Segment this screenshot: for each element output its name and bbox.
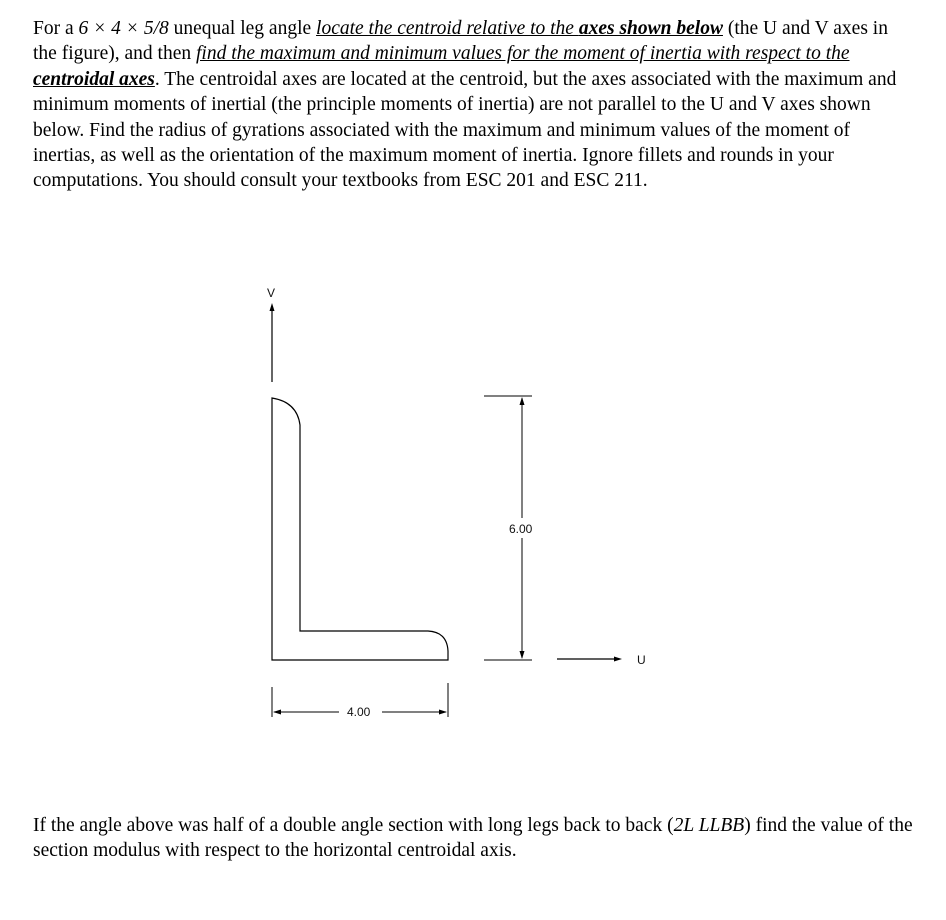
p1-text-3: (the U and V axes in the figure), and then [33, 18, 888, 65]
p2-text-2: ) find the value of the section modulus with respect to the horizontal centroidal axis. [33, 815, 913, 862]
p1-text-1: For a [33, 18, 79, 39]
double-angle-designation: 2L LLBB [673, 815, 745, 836]
width-dimension-value: 4.00 [347, 705, 371, 719]
p1-text-2: unequal leg angle [168, 18, 317, 39]
v-axis-arrowhead [270, 303, 275, 311]
p2-text-1: If the angle above was half of a double angle section with long legs back to back ( [33, 815, 674, 836]
height-dimension-value: 6.00 [509, 522, 533, 536]
v-axis [267, 286, 275, 382]
v-axis-label: V [267, 286, 276, 300]
angle-section-outline [272, 398, 448, 660]
p1-text-4: . The centroidal axes are located at the centroid, but the axes associated with the maximum and minimum moments of inertial (the principle moments of inertia) are not parallel to the U and V axes shown below. Find the radius of gyrations associated with the maximum and minimum values of the moment of inertias, as well as the orientation of the maximum moment of inertia. Ignore fillets and rounds in your computations. You should consult your textbooks from ESC 201 and ESC 211. [33, 68, 897, 192]
u-axis [557, 653, 646, 667]
height-dimension [484, 396, 533, 660]
task-find-moment-of-inertia: find the maximum and minimum values for the moment of inertia with respect to the [195, 43, 850, 65]
angle-dimensions: 6 × 4 × 5/8 [78, 18, 169, 39]
task-axes-shown-below: axes shown below [578, 18, 723, 39]
task-centroidal-axes: centroidal axes [33, 68, 155, 90]
task-locate-centroid: locate the centroid relative to the [316, 18, 579, 39]
u-axis-label: U [637, 653, 646, 667]
u-axis-arrowhead [614, 657, 622, 662]
problem-paragraph-2 [33, 813, 913, 864]
width-dimension [272, 683, 448, 719]
